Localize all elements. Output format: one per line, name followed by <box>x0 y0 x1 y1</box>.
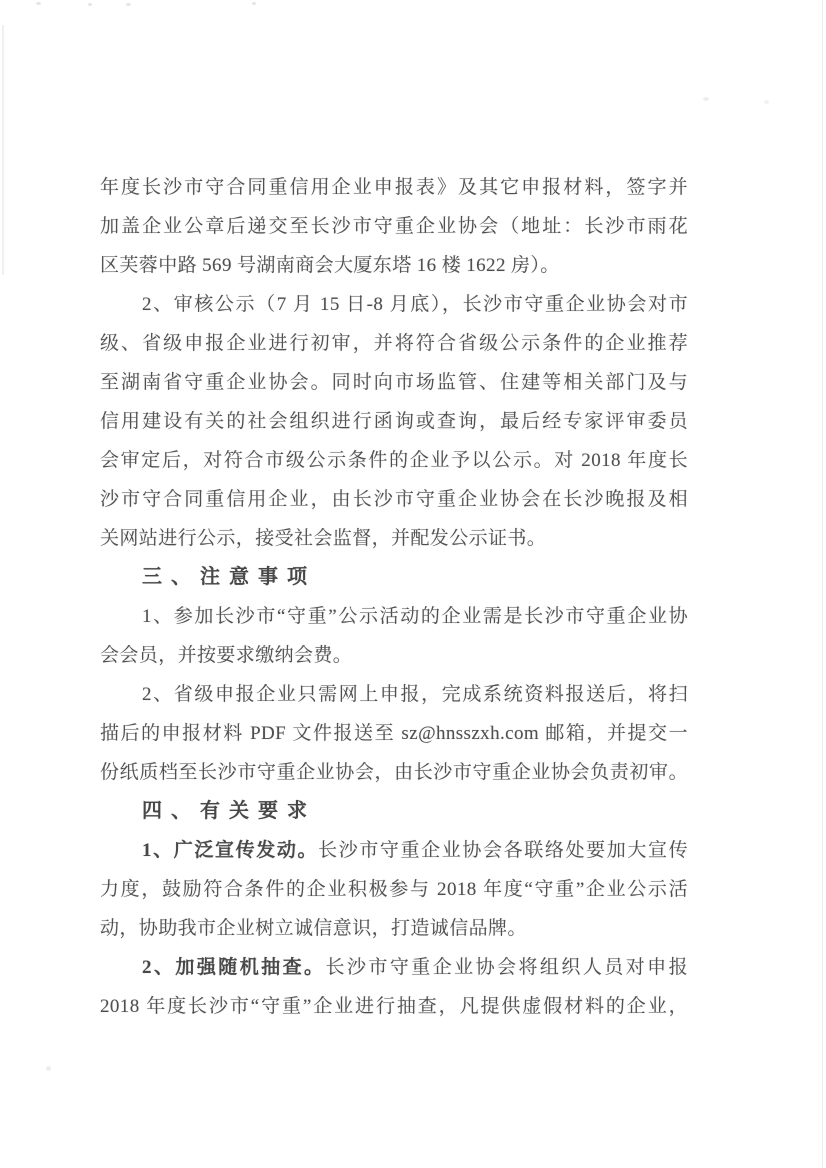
line-text: 至湖南省守重企业协会。同时向市场监管、住建等相关部门及与 <box>100 372 688 393</box>
text-line <box>100 909 688 948</box>
bold-run-in: 1、广泛宣传发动。 <box>142 840 319 861</box>
scan-speck-artifact <box>764 100 769 104</box>
section-heading-notes <box>100 558 688 597</box>
scan-speck-artifact <box>252 2 256 5</box>
text-line <box>100 948 688 987</box>
scan-edge-artifact <box>822 0 823 1168</box>
line-text: 描后的申报材料 PDF 文件报送至 sz@hnsszxh.com 邮箱，并提交一 <box>100 723 688 744</box>
text-line <box>100 987 688 1026</box>
line-text: 会审定后，对符合市级公示条件的企业予以公示。对 2018 年度长 <box>100 450 688 471</box>
text-line <box>100 519 688 558</box>
line-text: 级、省级申报企业进行初审，并将符合省级公示条件的企业推荐 <box>100 333 688 354</box>
line-text: 份纸质档至长沙市守重企业协会，由长沙市守重企业协会负责初审。 <box>100 762 688 783</box>
text-line <box>100 168 688 207</box>
text-line <box>100 675 688 714</box>
line-text: 力度，鼓励符合条件的企业积极参与 2018 年度“守重”企业公示活 <box>100 879 688 900</box>
line-text: 1、参加长沙市“守重”公示活动的企业需是长沙市守重企业协 <box>142 606 688 627</box>
section-heading-requirements <box>100 792 688 831</box>
text-line <box>100 480 688 519</box>
line-text: 2018 年度长沙市“守重”企业进行抽查，凡提供虚假材料的企业， <box>100 996 688 1017</box>
line-text: 会会员，并按要求缴纳会费。 <box>100 645 353 666</box>
text-line <box>100 636 688 675</box>
line-text: 2、审核公示（7 月 15 日-8 月底），长沙市守重企业协会对市 <box>142 294 688 315</box>
text-line <box>100 714 688 753</box>
scan-speck-artifact <box>88 3 92 6</box>
scan-speck-artifact <box>126 3 131 6</box>
line-text: 长沙市守重企业协会将组织人员对申报 <box>325 957 688 978</box>
heading-text: 四、有关要求 <box>142 800 316 822</box>
line-text: 2、省级申报企业只需网上申报，完成系统资料报送后，将扫 <box>142 684 688 705</box>
bold-run-in: 2、加强随机抽查。 <box>142 957 326 978</box>
line-text: 沙市守合同重信用企业，由长沙市守重企业协会在长沙晚报及相 <box>100 489 688 510</box>
line-text: 区芙蓉中路 569 号湖南商会大厦东塔 16 楼 1622 房）。 <box>100 255 560 276</box>
text-line <box>100 246 688 285</box>
scan-speck-artifact <box>36 2 41 5</box>
document-text-block <box>100 168 688 1026</box>
line-text: 年度长沙市守合同重信用企业申报表》及其它申报材料，签字并 <box>100 177 688 198</box>
text-line <box>100 363 688 402</box>
line-text: 动，协助我市企业树立诚信意识，打造诚信品牌。 <box>100 918 527 939</box>
scan-edge-artifact <box>2 25 4 275</box>
line-text: 加盖企业公章后递交至长沙市守重企业协会（地址：长沙市雨花 <box>100 216 688 237</box>
text-line <box>100 207 688 246</box>
text-line <box>100 870 688 909</box>
text-line <box>100 324 688 363</box>
line-text: 信用建设有关的社会组织进行函询或查询，最后经专家评审委员 <box>100 411 688 432</box>
heading-text: 三、注意事项 <box>142 566 316 588</box>
line-text: 长沙市守重企业协会各联络处要加大宣传 <box>318 840 688 861</box>
scan-speck-artifact <box>703 97 709 101</box>
text-line <box>100 753 688 792</box>
text-line <box>100 441 688 480</box>
text-line <box>100 402 688 441</box>
scan-speck-artifact <box>46 1066 51 1071</box>
text-line <box>100 285 688 324</box>
text-line <box>100 597 688 636</box>
text-line <box>100 831 688 870</box>
line-text: 关网站进行公示，接受社会监督，并配发公示证书。 <box>100 528 547 549</box>
